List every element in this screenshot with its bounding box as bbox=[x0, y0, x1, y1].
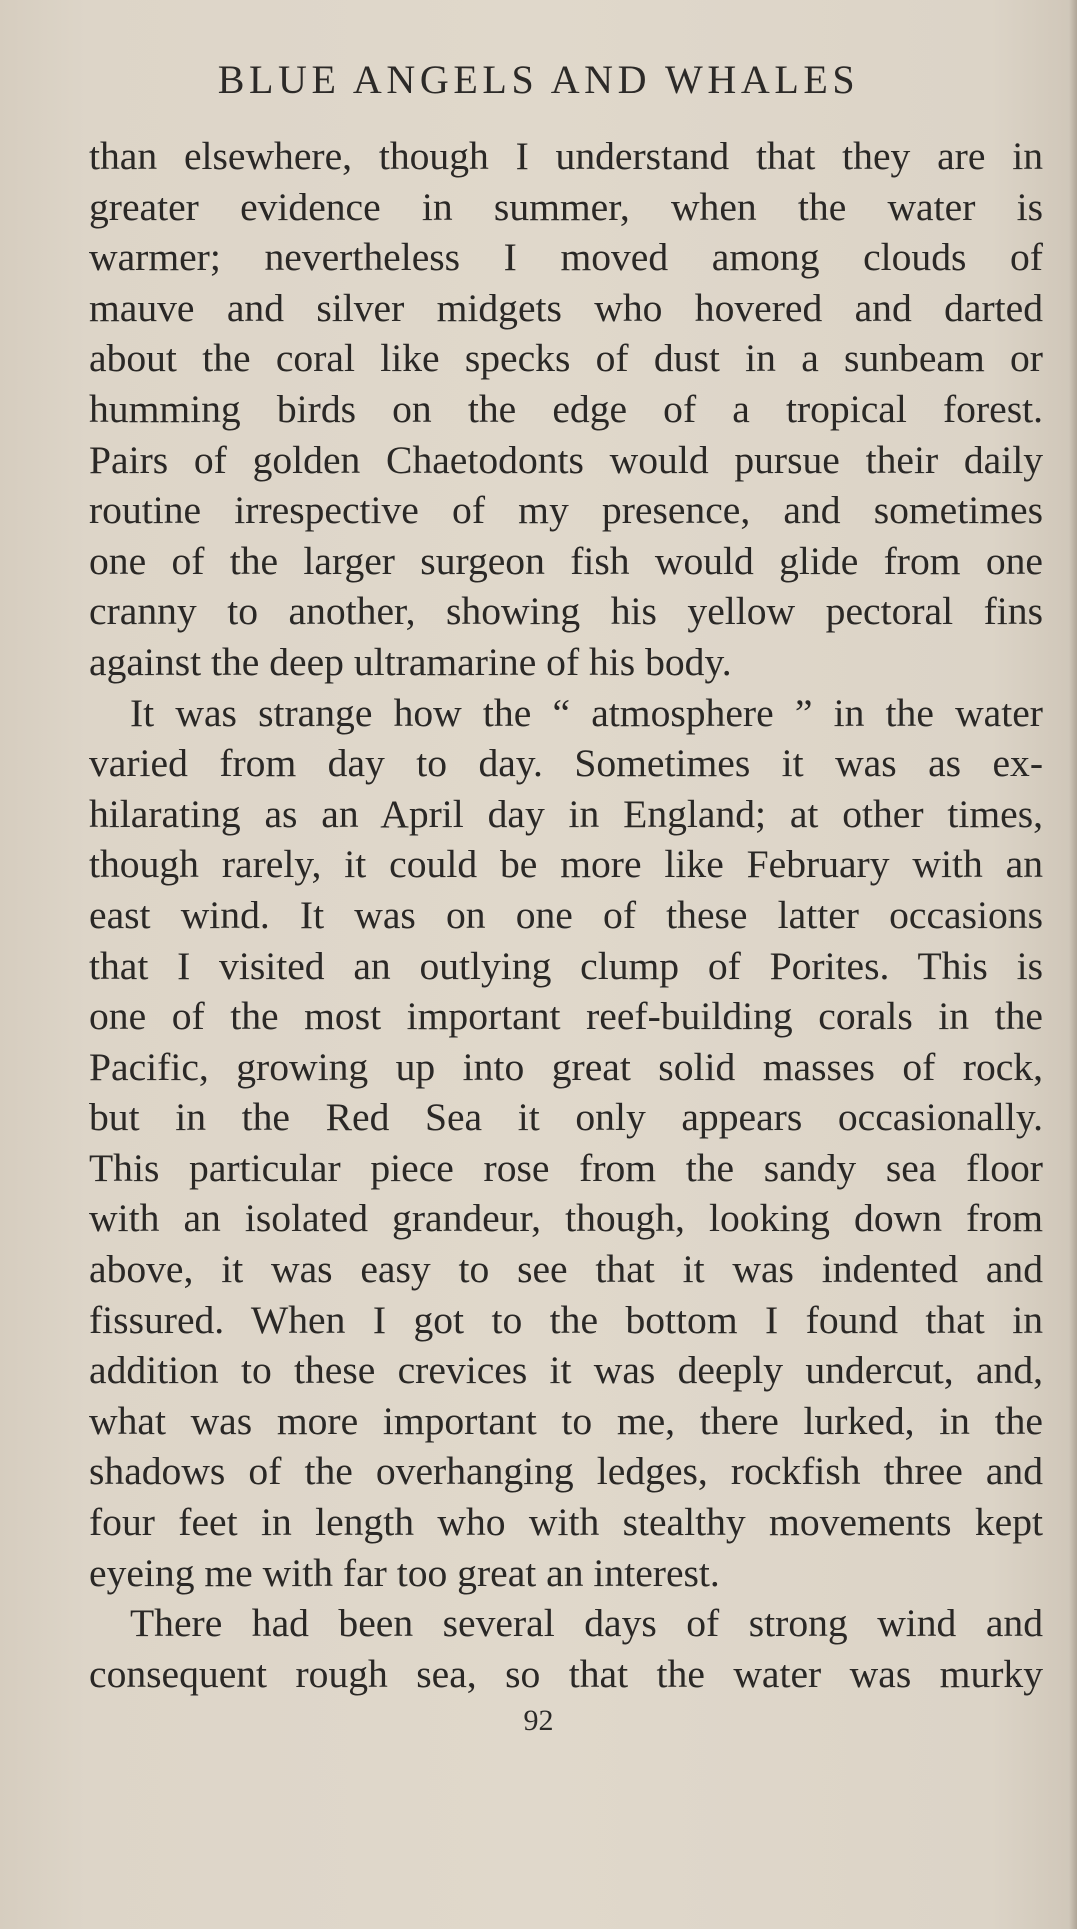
text-line: with an isolated grandeur, though, looking down from bbox=[89, 1196, 1043, 1241]
text-line: but in the Red Sea it only appears occasionally. bbox=[89, 1095, 1043, 1140]
text-line: cranny to another, showing his yellow pectoral fins bbox=[89, 589, 1043, 634]
text-line: fissured. When I got to the bottom I found that in bbox=[89, 1297, 1043, 1342]
paragraph-first-line: It was strange how the “ atmosphere ” in the water bbox=[130, 690, 1043, 735]
running-head: BLUE ANGELS AND WHALES bbox=[217, 57, 860, 102]
text-line: one of the most important reef-building corals in the bbox=[89, 994, 1043, 1039]
paragraph-last-line: against the deep ultramarine of his body. bbox=[89, 639, 732, 684]
text-line: one of the larger surgeon fish would glide from one bbox=[89, 538, 1043, 583]
text-line: hilarating as an April day in England; at other times, bbox=[89, 791, 1043, 836]
text-line: humming birds on the edge of a tropical forest. bbox=[89, 386, 1043, 431]
text-line: than elsewhere, though I understand that they are in bbox=[89, 134, 1043, 178]
page-number: 92 bbox=[523, 1704, 554, 1737]
text-line: consequent rough sea, so that the water was murky bbox=[89, 1651, 1043, 1696]
text-line: warmer; nevertheless I moved among clouds of bbox=[89, 235, 1043, 280]
text-line: about the coral like specks of dust in a sunbeam or bbox=[89, 336, 1043, 381]
page-edge-shadow bbox=[1069, 0, 1077, 1929]
text-line: Pairs of golden Chaetodonts would pursue their daily bbox=[89, 437, 1043, 482]
text-line: greater evidence in summer, when the water is bbox=[89, 184, 1043, 229]
text-line: what was more important to me, there lurked, in the bbox=[89, 1398, 1043, 1443]
text-line: routine irrespective of my presence, and sometimes bbox=[89, 488, 1043, 533]
text-line: east wind. It was on one of these latter occasions bbox=[89, 892, 1043, 937]
text-line: mauve and silver midgets who hovered and darted bbox=[89, 285, 1043, 330]
paragraph-first-line: There had been several days of strong wind and bbox=[130, 1601, 1043, 1646]
paragraph-last-line: eyeing me with far too great an interest. bbox=[89, 1550, 720, 1595]
text-line: though rarely, it could be more like February with an bbox=[89, 842, 1043, 887]
text-line: above, it was easy to see that it was indented and bbox=[89, 1247, 1043, 1292]
text-line: addition to these crevices it was deeply undercut, and, bbox=[89, 1348, 1043, 1393]
text-line: that I visited an outlying clump of Porites. This is bbox=[89, 943, 1043, 988]
text-line: four feet in length who with stealthy movements kept bbox=[89, 1500, 1043, 1545]
text-line: varied from day to day. Sometimes it was as ex- bbox=[89, 741, 1043, 786]
text-line: Pacific, growing up into great solid masses of rock, bbox=[89, 1044, 1043, 1089]
body-text bbox=[89, 131, 1043, 1699]
text-line: This particular piece rose from the sandy sea floor bbox=[89, 1145, 1043, 1190]
text-line: shadows of the overhanging ledges, rockfish three and bbox=[89, 1449, 1043, 1494]
